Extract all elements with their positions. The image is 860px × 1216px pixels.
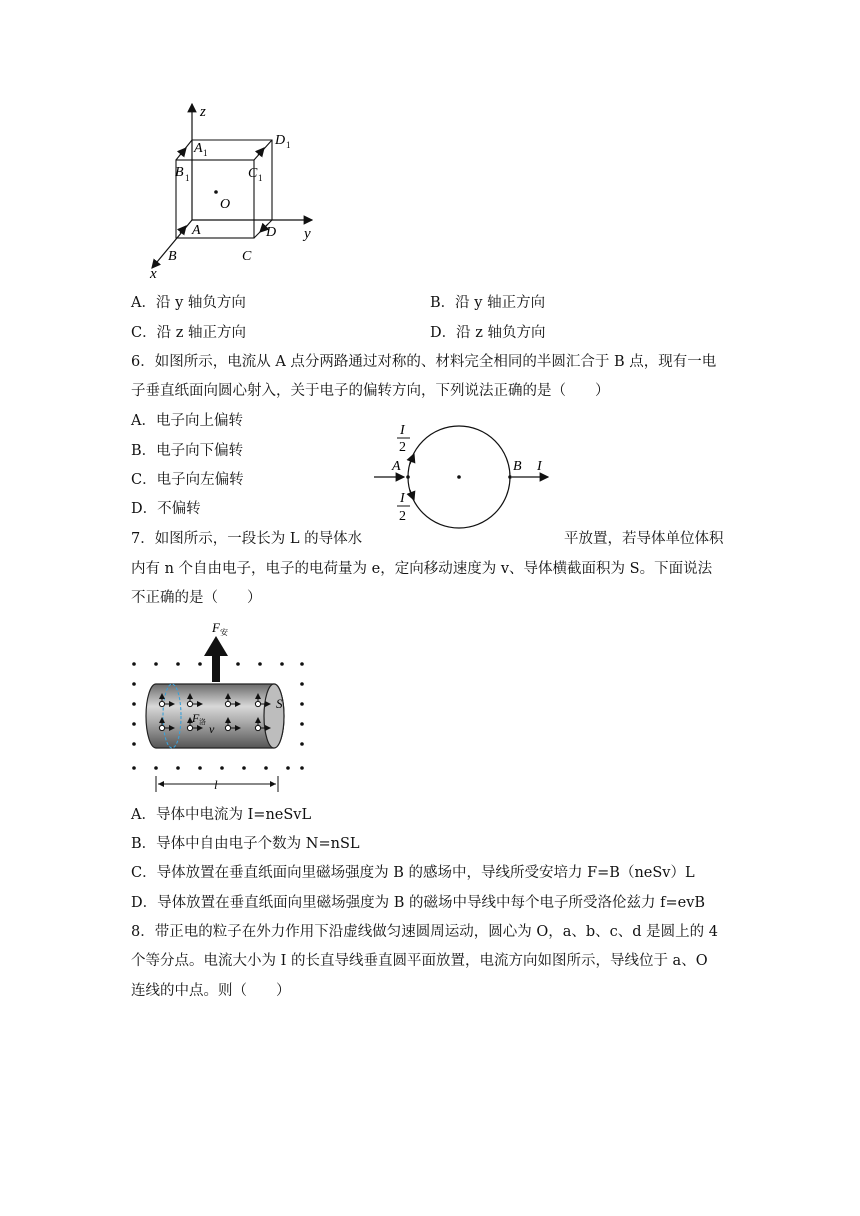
label-b: B — [168, 249, 177, 264]
q7-option-b: B．导体中自由电子个数为 N=nSL — [131, 836, 360, 852]
label-a1: A — [194, 141, 203, 156]
label-x: x — [150, 266, 157, 280]
q7-text-line2: 内有 n 个自由电子，电子的电荷量为 e，定向移动速度为 v、导体横截面积为 S。下面说法 — [131, 561, 713, 577]
label-i: I — [537, 459, 542, 474]
svg-text:安: 安 — [220, 628, 228, 637]
q6-circle-figure — [370, 418, 560, 530]
label-c1: C — [248, 166, 258, 181]
q7-text-line3: 不正确的是（ ） — [131, 590, 262, 606]
label-c: C — [242, 249, 252, 264]
label-half-current-lower: I — [400, 491, 405, 506]
ampere-force-arrow — [204, 636, 228, 682]
cross-section-s — [264, 684, 284, 748]
label-d: D — [266, 225, 277, 240]
label-y: y — [304, 226, 311, 242]
q6-option-a: A．电子向上偏转 — [131, 413, 243, 429]
q6-option-b: B．电子向下偏转 — [131, 443, 244, 459]
q8-text-line2: 个等分点。电流大小为 I 的长直导线垂直圆平面放置，电流方向如图所示，导线位于 a、O — [131, 953, 708, 969]
q7-option-c: C．导体放置在垂直纸面向里磁场强度为 B 的感场中，导线所受安培力 F=B（neSv）L — [131, 865, 695, 881]
svg-text:1: 1 — [286, 140, 291, 150]
svg-text:2: 2 — [399, 509, 406, 524]
upper-branch-arrow — [410, 454, 414, 464]
q7-text-line1a: 7．如图所示，一段长为 L 的导体水 — [131, 531, 363, 547]
q7-conductor-figure — [126, 616, 310, 796]
q8-text-line1: 8．带正电的粒子在外力作用下沿虚线做匀速圆周运动，圆心为 O，a、b、c、d 是圆上的 4 — [131, 924, 718, 940]
q7-option-d: D．导体放置在垂直纸面向里磁场强度为 B 的磁场中导线中每个电子所受洛伦兹力 f=evB — [131, 895, 706, 911]
label-ampere-force: F — [212, 620, 220, 635]
edge-arrow-ba — [180, 226, 186, 233]
q6-option-c: C．电子向左偏转 — [131, 472, 244, 488]
label-a: A — [392, 459, 401, 474]
label-z: z — [200, 104, 206, 120]
label-lorentz-force: F — [192, 711, 200, 725]
svg-text:洛: 洛 — [199, 718, 206, 726]
svg-text:1: 1 — [203, 148, 208, 158]
cube-front-face — [176, 160, 254, 238]
label-half-current-upper: I — [400, 423, 405, 438]
q5-option-b: B．沿 y 轴正方向 — [430, 295, 546, 311]
q7-text-line1b: 平放置，若导体单位体积 — [564, 531, 724, 547]
edge-arrow-b1a1 — [180, 148, 186, 155]
label-b1: B — [175, 165, 184, 180]
cube-coordinate-figure — [140, 98, 340, 280]
conductor-cylinder — [146, 684, 284, 748]
q5-option-a: A．沿 y 轴负方向 — [131, 295, 246, 311]
label-d1: D — [275, 133, 286, 148]
label-s: S — [276, 696, 283, 711]
lower-branch-arrow — [410, 490, 414, 500]
svg-text:2: 2 — [399, 440, 406, 455]
q6-text-line2: 子垂直纸面向圆心射入，关于电子的偏转方向，下列说法正确的是（ ） — [131, 383, 610, 399]
q6-option-d: D．不偏转 — [131, 501, 201, 517]
center-point-o — [214, 190, 218, 194]
q5-option-d: D．沿 z 轴负方向 — [430, 325, 546, 341]
point-b — [508, 475, 512, 479]
label-o: O — [220, 197, 231, 212]
label-b: B — [513, 459, 522, 474]
svg-text:1: 1 — [185, 173, 190, 183]
q8-text-line3: 连线的中点。则（ ） — [131, 983, 291, 999]
q7-option-a: A．导体中电流为 I=neSvL — [131, 807, 312, 823]
svg-text:1: 1 — [258, 173, 263, 183]
circle-center — [457, 475, 461, 479]
q5-option-c: C．沿 z 轴正方向 — [131, 325, 246, 341]
label-a: A — [192, 223, 201, 238]
label-length: l — [214, 777, 218, 792]
edge-arrow-c1d1 — [258, 148, 264, 155]
point-a — [406, 475, 410, 479]
q6-text-line1: 6．如图所示，电流从 A 点分两路通过对称的、材料完全相同的半圆汇合于 B 点，现有一电 — [131, 354, 717, 370]
label-velocity: v — [209, 722, 215, 736]
